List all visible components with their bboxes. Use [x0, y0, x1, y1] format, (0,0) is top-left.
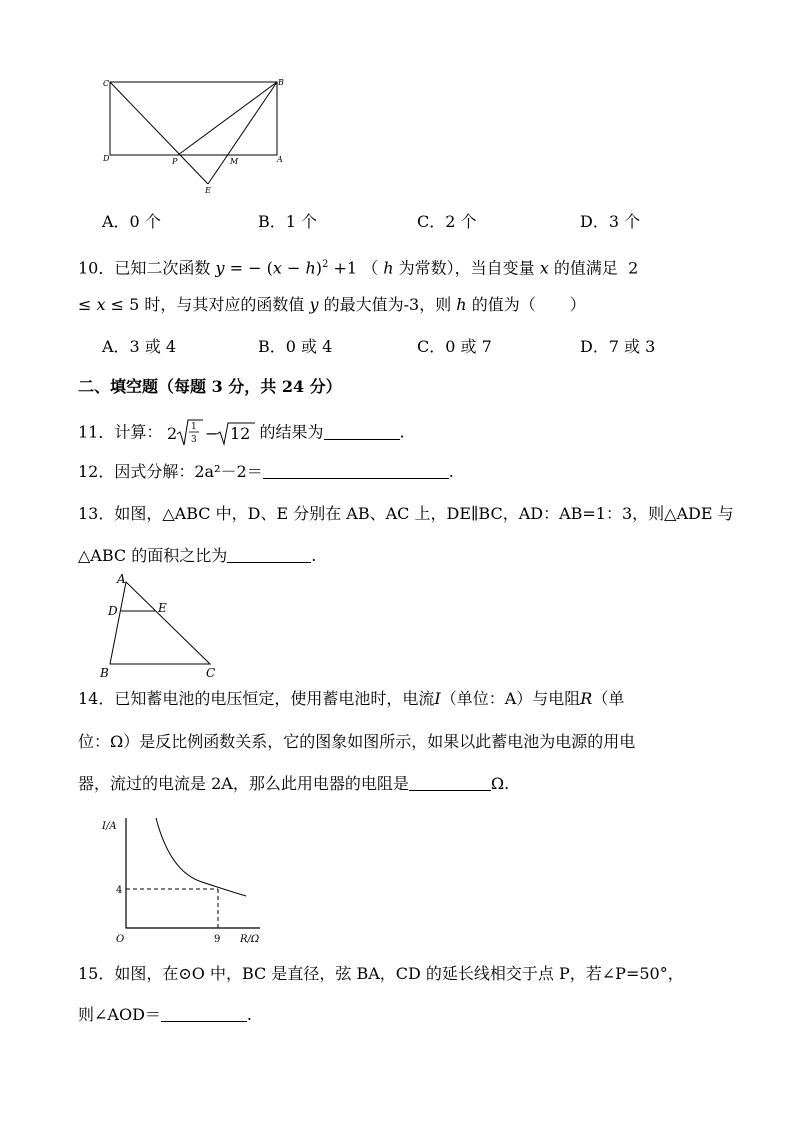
q15-text-end: . — [246, 1005, 253, 1024]
q10-text-e: 时，与其对应的函数值 — [144, 295, 305, 314]
q14-var-r: R — [580, 689, 593, 708]
q14-text-c: （单位：A）与电阻 — [440, 689, 581, 708]
q11-expression — [167, 418, 259, 448]
q13-line2 — [78, 545, 316, 567]
q10-formula: y — [215, 258, 225, 278]
svg-text:−: − — [205, 424, 219, 443]
q9-option-c: C．2 个 — [417, 212, 477, 231]
q11-line — [78, 418, 405, 445]
q10-option-b: B．0 或 4 — [258, 337, 333, 356]
q10-text-f: 的最大值为-3，则 — [323, 295, 452, 314]
q12-number: 12． — [78, 462, 115, 481]
q13-text-line1: 如图，△ABC 中，D、E 分别在 AB、AC 上，DE∥BC，AD：AB=1：3，则△ADE 与 — [114, 504, 734, 523]
q14-line1 — [78, 688, 624, 710]
svg-text:3: 3 — [191, 435, 198, 445]
q11-answer-blank[interactable] — [324, 423, 400, 440]
q15-text-line1: 如图，在⊙O 中，BC 是直径，弦 BA，CD 的延长线相交于点 P，若∠P=50°， — [114, 964, 684, 983]
q13-text-end: . — [311, 546, 317, 565]
q14-text-line3: 器，流过的电流是 2A，那么此用电器的电阻是 — [78, 774, 409, 793]
q10-text-b: （ — [362, 258, 379, 278]
fig13-label-a: A — [117, 574, 126, 586]
q12-answer-blank[interactable] — [263, 462, 449, 479]
q14-line2: 位：Ω）是反比例函数关系，它的图象如图所示，如果以此蓄电池为电源的用电 — [78, 732, 636, 751]
fig13-label-c: C — [206, 666, 216, 680]
q10-number: 10． — [78, 258, 115, 278]
q11-text-a: 计算： — [114, 422, 163, 442]
q15-line2 — [78, 1004, 252, 1026]
q14-answer-blank[interactable] — [409, 774, 491, 791]
q13-line1 — [78, 503, 734, 525]
fig9-label-c: C — [103, 79, 110, 88]
fig9-label-a: A — [277, 155, 283, 164]
fig13-label-b: B — [100, 666, 109, 680]
fig14-origin: O — [116, 934, 125, 945]
q10-line2: ≤ x ≤ 5 时，与其对应的函数值 y 的最大值为-3，则 h 的值为（ ） — [78, 295, 586, 314]
q9-option-b: B．1 个 — [258, 212, 318, 231]
figure-q14-inverse-graph — [98, 812, 270, 948]
q13-text-line2: △ABC 的面积之比为 — [78, 546, 228, 565]
q10-option-c: C．0 或 7 — [417, 337, 492, 356]
q14-line3 — [78, 773, 509, 795]
q15-text-line2: 则∠AOD＝ — [78, 1005, 161, 1024]
q12-text-b: . — [448, 462, 454, 481]
q14-var-i: I — [434, 689, 441, 708]
fig13-label-e: E — [158, 601, 167, 615]
figure-q9-rectangle — [100, 74, 295, 196]
q15-answer-blank[interactable] — [161, 1005, 247, 1022]
q10-text-g: 的值为（ — [471, 295, 536, 314]
q10-text-c: 为常数），当自变量 — [398, 258, 535, 278]
q15-number: 15． — [78, 964, 115, 983]
q12-text-a: 因式分解：2a²－2＝ — [114, 462, 263, 481]
q14-number: 14． — [78, 689, 115, 708]
q9-option-a: A．0 个 — [102, 212, 161, 231]
fig14-x-tick: 9 — [214, 934, 221, 945]
fig9-label-p: P — [172, 157, 178, 166]
q10-text-h: ） — [569, 295, 586, 314]
q14-text-a: 已知蓄电池的电压恒定，使用蓄电池时，电流 — [114, 689, 435, 708]
q11-number: 11． — [78, 422, 115, 442]
figure-q13-triangle — [98, 574, 222, 680]
q10-text-a: 已知二次函数 — [114, 258, 211, 278]
fig9-label-b: B — [278, 78, 284, 87]
q12-line — [78, 461, 454, 483]
svg-text:1: 1 — [191, 422, 198, 432]
fig9-label-d: D — [103, 154, 110, 163]
fig14-xlabel: R/Ω — [240, 934, 260, 945]
q10-option-a: A．3 或 4 — [102, 337, 177, 356]
svg-text:2: 2 — [167, 424, 178, 443]
q11-text-b: 的结果为 — [259, 422, 324, 442]
q15-line1 — [78, 963, 684, 985]
q13-number: 13． — [78, 504, 115, 523]
fig9-label-e: E — [205, 186, 211, 195]
q13-answer-blank[interactable] — [227, 546, 311, 563]
section-2-title: 二、填空题（每题 3 分，共 24 分） — [78, 377, 342, 396]
fig13-label-d: D — [108, 604, 118, 618]
svg-text:12: 12 — [230, 424, 251, 443]
q10-line1: 10．已知二次函数 y = − $(x - h)^2 +1$ （ h 为常数），当自变量 x 的值满足 2 — [78, 258, 639, 278]
q10-text-d: 的值满足 — [553, 258, 618, 278]
fig14-y-tick: 4 — [116, 885, 123, 896]
q14-text-unit: Ω. — [490, 774, 510, 793]
fig14-ylabel: I/A — [102, 821, 117, 832]
q10-option-d: D．7 或 3 — [580, 337, 656, 356]
q9-option-d: D．3 个 — [580, 212, 641, 231]
q14-text-e: （单 — [592, 689, 625, 708]
q11-text-c: . — [399, 422, 405, 442]
fig9-label-m: M — [230, 157, 239, 166]
